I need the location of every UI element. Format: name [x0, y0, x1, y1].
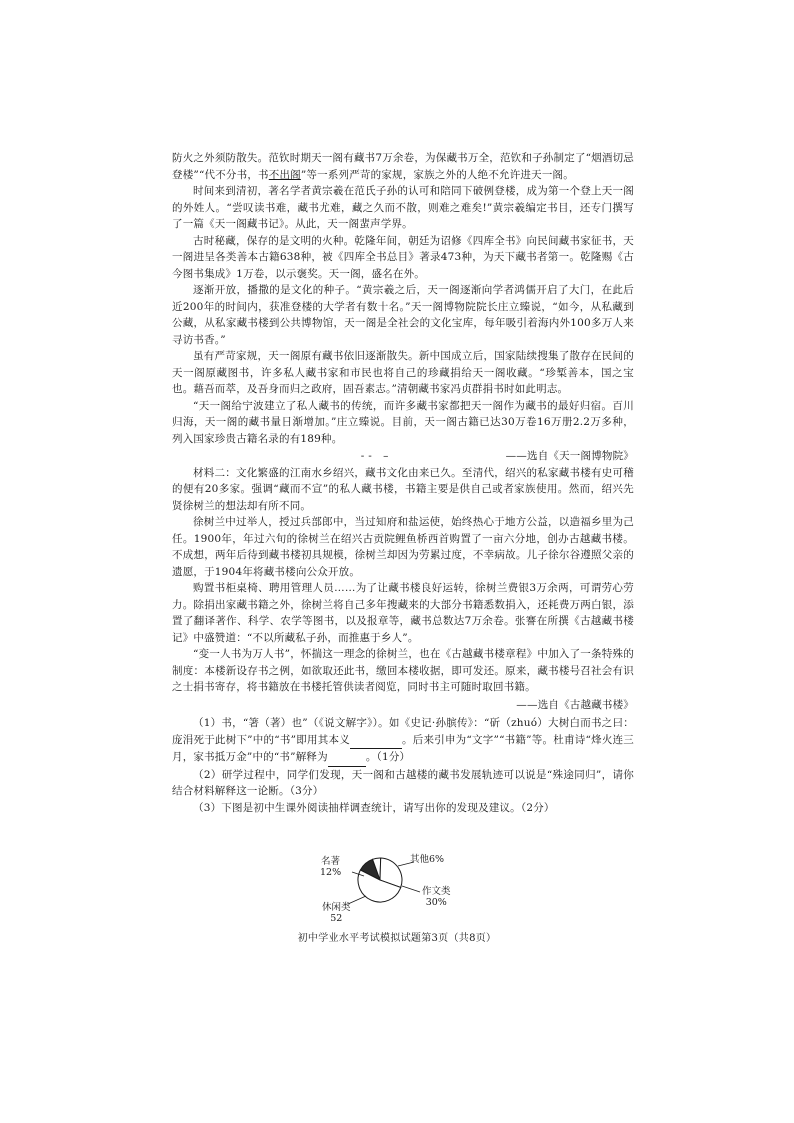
question-3: （3）下图是初中生课外阅读抽样调查统计，请写出你的发现及建议。（2分）: [193, 801, 555, 814]
material2-source: ——选自《古越藏书楼》: [516, 698, 634, 711]
question-2: （2）研学过程中，同学们发现，天一阁和古越楼的藏书发展轨迹可以说是“殊途同归”，请你结合材料解释这一论断。（3分）: [172, 768, 634, 797]
material2-paragraph: 徐树兰中过举人，授过兵部郎中，当过知府和盐运使，始终热心于地方公益，以造福乡里为己任。1900年，年过六旬的徐树兰在绍兴古贡院鲤鱼桥西首购置了一亩六分地，创办古越藏书楼。不成想，两年后待到藏书楼初具规模，徐树兰却因为劳累过度，不幸病故。儿子徐尔谷遵照父亲的遗愿，于1904年将藏书楼向公众开放。: [172, 516, 634, 578]
material2-paragraph: 材料二：文化繁盛的江南水乡绍兴，藏书文化由来已久。至清代，绍兴的私家藏书楼有史可稽的便有20多家。强调“藏而不宣”的私人藏书楼，书籍主要是供自己或者家族使用。然而，绍兴先贤徐树兰的想法却有所不同。: [172, 466, 634, 512]
label-mingzhu: 名著 12%: [320, 856, 342, 878]
label-zuowen: 作文类 30%: [422, 886, 451, 908]
answer-blank-1[interactable]: [350, 732, 402, 750]
material1-source: -- – ——选自《天一阁博物院》: [172, 448, 634, 465]
leader-line-2: [402, 886, 420, 892]
material1-paragraph: 古时秘藏，保存的是文明的火种。乾隆年间，朝廷为诏修《四库全书》向民间藏书家征书，天一阁进呈各类善本古籍638种，被《四库全书总目》著录473种，为天下藏书者第一。乾隆赐《古今图书集成》1万卷，以示褒奖。天一阁，盛名在外。: [172, 234, 634, 280]
label-qita: 其他6%: [410, 854, 445, 865]
underlined-phrase: 不出阁: [268, 168, 301, 181]
reading-survey-pie-chart: [318, 852, 468, 932]
material1-paragraph: 防火之外须防散失。范钦时期天一阁有藏书7万余卷，为保藏书万全，范钦和子孙制定了“烟酒切忌登楼”“代不分书，书不出阁”等一系列严苛的家规，家族之外的人绝不允许进天一阁。: [172, 152, 634, 181]
material2-paragraph: 购置书柜桌椅、聘用管理人员……为了让藏书楼良好运转，徐树兰费银3万余两，可谓劳心劳力。除捐出家藏书籍之外，徐树兰将自己多年搜藏来的大部分书籍悉数捐入，还耗费万两白银，添置了翻译著作、科学、农学等图书，以及报章等，藏书总数达7万余卷。张謇在所撰《古越藏书楼记》中盛赞道：“不以所藏私子孙，而推惠于乡人”。: [172, 582, 634, 644]
material1-paragraph: “天一阁给宁波建立了私人藏书的传统，而许多藏书家都把天一阁作为藏书的最好归宿。百川归海，天一阁的藏书量日渐增加。”庄立臻说。目前，天一阁古籍已达30万卷16万册2.2万多种，列入国家珍贵古籍名录的有189种。: [172, 399, 634, 445]
material1-paragraph: 虽有严苛家规，天一阁原有藏书依旧逐渐散失。新中国成立后，国家陆续搜集了散存在民间的天一阁原藏图书，许多私人藏书家和市民也将自己的珍藏捐给天一阁收藏。“珍椠善本，国之宝也。藉吾而萃，及吾身而归之政府，固吾素志。”清朝藏书家冯贞群捐书时如此明志。: [172, 350, 634, 395]
label-xiuxian: 休闲类 52: [322, 902, 351, 924]
answer-blank-2[interactable]: [328, 749, 366, 767]
page-footer: 初中学业水平考试模拟试题第3页（共8页）: [297, 933, 497, 944]
material2-paragraph: “变一人书为万人书”，怀揣这一理念的徐树兰，也在《古越藏书楼章程》中加入了一条特殊的制度：本楼新设存书之例，如欲取还此书，缴回本楼收据，即可发还。原来，藏书楼号召社会有识之士捐书寄存，将书籍放在书楼托管供读者阅览，同时书主可随时取回书籍。: [172, 648, 634, 693]
question-1: （1）书，“箸（著）也”（《说文解字》）。如《史记·孙膑传》：“斫（zhuó）大树白而书之曰：庞涓死于此树下”中的“书”即用其本义 。后来引申为“文字”“书籍”等。杜甫诗“烽火连三月，家书抵万金”中的“书”解释为 。（1分）: [172, 715, 634, 767]
exam-page-body: [172, 150, 634, 816]
stray-marks: -- –: [360, 450, 393, 462]
material1-paragraph: 时间来到清初，著名学者黄宗羲在范氏子孙的认可和陪同下破例登楼，成为第一个登上天一阁的外姓人。“尝叹读书难，藏书尤难，藏之久而不散，则难之难矣!”黄宗羲编定书目，还专门撰写了一篇《天一阁藏书记》。从此，天一阁蜚声学界。: [172, 185, 634, 230]
material1-paragraph: 逐渐开放，播撒的是文化的种子。“黄宗羲之后，天一阁逐渐向学者鸿儒开启了大门，在此后近200年的时间内，获准登楼的大学者有数十名。”天一阁博物院院长庄立臻说，“如今，从私藏到公藏，从私家藏书楼到公共博物馆，天一阁是全社会的文化宝库，每年吸引着海内外100多万人来寻访书香。”: [172, 284, 634, 346]
